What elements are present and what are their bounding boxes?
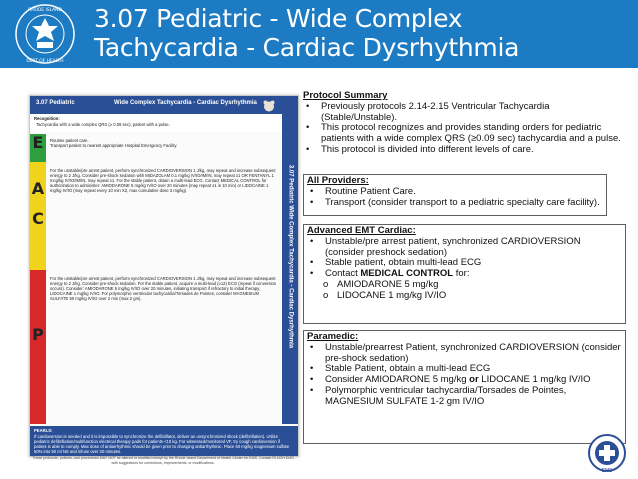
recognition-label: Recognition: xyxy=(34,116,60,121)
svg-text:DEPT OF HEALTH: DEPT OF HEALTH xyxy=(26,59,64,64)
stripe-letter-p: P xyxy=(32,325,44,344)
advanced-emt-sub-1: o AMIODARONE 5 mg/kg xyxy=(307,280,622,291)
paramedic-bullet-1: • Unstable/prearrest Patient, synchronized CARDIOVERSION (consider pre-shock sedation) xyxy=(307,343,622,365)
advanced-emt-sub-2: o LIDOCANE 1 mg/kg IV/IO xyxy=(307,291,622,302)
summary-bullet-3: • This protocol is divided into different levels of care. xyxy=(303,145,624,156)
advanced-emt-bullet-2: • Stable patient, obtain multi-lead ECG xyxy=(307,258,622,269)
slide-title-line2: Tachycardia - Cardiac Dysrhythmia xyxy=(94,33,520,62)
ems-logo-icon xyxy=(586,433,628,473)
department-seal-icon xyxy=(10,2,80,66)
all-providers-bullet-1: • Routine Patient Care. xyxy=(307,187,603,198)
paramedic-bullet-2: • Stable Patient, obtain a multi-lead ECG xyxy=(307,364,622,375)
stripe-p xyxy=(30,270,46,424)
document-header-right: Wide Complex Tachycardia - Cardiac Dysrhythmia xyxy=(114,100,257,106)
stripe-ac xyxy=(30,162,46,270)
paramedic-bullet-4: • Polymorphic ventricular tachycardia/Torsades de Pointes, MAGNESIUM SULFATE 1-2 gm IV/IO xyxy=(307,386,622,408)
recognition-text: Tachycardia with a wide complex QRS (≥ 0.09 sec), patient with a pulse. xyxy=(36,122,170,127)
e-item-1: Routine patient care. xyxy=(50,138,89,143)
slide-title xyxy=(94,4,519,62)
consider-suffix: LIDOCANE 1 mg/kg IV/IO xyxy=(478,374,591,386)
slide-title-line1: 3.07 Pediatric - Wide Complex xyxy=(94,4,463,33)
stripe-letter-e: E xyxy=(32,133,44,152)
contact-suffix: for: xyxy=(453,268,470,280)
protocol-summary xyxy=(303,91,624,156)
svg-text:EMS: EMS xyxy=(601,468,613,473)
consider-prefix: Consider AMIODARONE 5 mg/kg xyxy=(325,374,470,386)
contact-prefix: Contact xyxy=(325,268,361,280)
paramedic-heading: Paramedic: xyxy=(307,331,359,342)
document-header-left: 3.07 Pediatric xyxy=(36,100,75,106)
title-banner xyxy=(0,0,638,68)
summary-bullet-1: • Previously protocols 2.14-2.15 Ventricular Tachycardia (Stable/Unstable). xyxy=(303,102,624,124)
document-footer-text: These protocols, policies, and procedures MAY NOT be altered or modified except by the Rhode Island Department of Health Center for EMS. Contact RI DOH EMS with suggestions for corrections, improvements, or modifications. xyxy=(32,456,294,465)
protocol-document-image xyxy=(29,95,299,457)
all-providers-box xyxy=(303,174,607,216)
advanced-emt-box xyxy=(303,224,626,324)
protocol-summary-heading: Protocol Summary xyxy=(303,90,388,101)
document-side-label: 3.07 Pediatric Wide Complex Tachycardia - Cardiac Dysrhythmia xyxy=(287,164,294,349)
all-providers-heading: All Providers: xyxy=(307,175,369,186)
svg-text:RHODE ISLAND: RHODE ISLAND xyxy=(28,8,62,13)
document-side-band xyxy=(282,114,298,424)
pearls-label: PEARLS: xyxy=(34,428,53,433)
summary-bullet-2: • This protocol recognizes and provides standing orders for pediatric patients with a wide complex QRS (≥0.09 sec) tachycardia and a pulse. xyxy=(303,123,624,145)
e-item-2: Transport patient to nearest appropriate Hospital Emergency Facility. xyxy=(50,143,178,148)
paramedic-box xyxy=(303,330,626,444)
document-e-section xyxy=(50,138,278,148)
stripe-letter-c: C xyxy=(32,209,44,228)
consider-or: or xyxy=(469,374,479,386)
document-header-band xyxy=(30,96,298,114)
teddy-bear-icon xyxy=(262,99,276,113)
document-ac-section: For the unstable/pre arrest patient, perform synchronized CARDIOVERSION 1 J/kg, may repeat and increase subsequent energy to 2 J/kg. Consider pre-shock sedation with MIDAZOLAM 0.1 mg/kg IV/IO/IM/IN, may repeat x1 OR FENTANYL 1 mcg/kg IV/IO/IM/IN, may repeat x1. For the stable patient, obtain a multi-lead ECG. Contact MEDICAL CONTROL for authorization to administer: AMIODARONE 5 mg/kg IV/IO over 20 minutes (may repeat x1 in 10 min) or LIDOCAINE 1 mg/kg IV/IO (may repeat every 10 min X2, max cumulative dose 3 mg/kg). xyxy=(50,168,276,193)
pearls-text: If cardioversion is needed and it is impossible to synchronize the defibrillator, deliver an unsynchronized shock (defibrillation). Utilize pediatric defibrillation/multifunction electrical therapy pads for patients <10 kg. For witnessed/monitored VF, try cough cardioversion if patient is able to comply. Max dose of antiarrhythmic should be given prior to changing antiarrhythmic. Place 50 mg/kg magnesium sulfate 50% into 50 ml NS and infuse over 20 minutes. xyxy=(34,434,290,454)
contact-medical-control: MEDICAL CONTROL xyxy=(360,268,454,280)
stripe-letter-a: A xyxy=(31,179,45,198)
all-providers-bullet-2: • Transport (consider transport to a pediatric specialty care facility). xyxy=(307,198,603,209)
advanced-emt-bullet-1: • Unstable/pre arrest patient, synchronized CARDIOVERSION (consider preshock sedation) xyxy=(307,237,622,259)
advanced-emt-heading: Advanced EMT Cardiac: xyxy=(307,225,416,236)
stripe-e xyxy=(30,134,46,162)
document-p-section: For the unstable/pre arrest patient, perform synchronized CARDIOVERSION 1 J/kg, may repeat and increase subsequent energy to 2 J/kg. Consider pre-shock sedation. For the stable patient, acquire a multi-lead (≥12) ECG (repeat if conversion occurs). Consider: AMIODARONE 5 mg/kg IV/IO over 20 minutes, initiating transport if refractory to initial therapy, LIDOCAINE 1 mg/kg IV/IO. For polymorphic ventricular tachycardia/Torsades de Pointes, consider MAGNESIUM SULFATE 50 mg/kg IV/IO over 2 min (max 2 gm). xyxy=(50,276,277,301)
document-pearls xyxy=(30,426,298,456)
document-recognition xyxy=(30,114,282,132)
